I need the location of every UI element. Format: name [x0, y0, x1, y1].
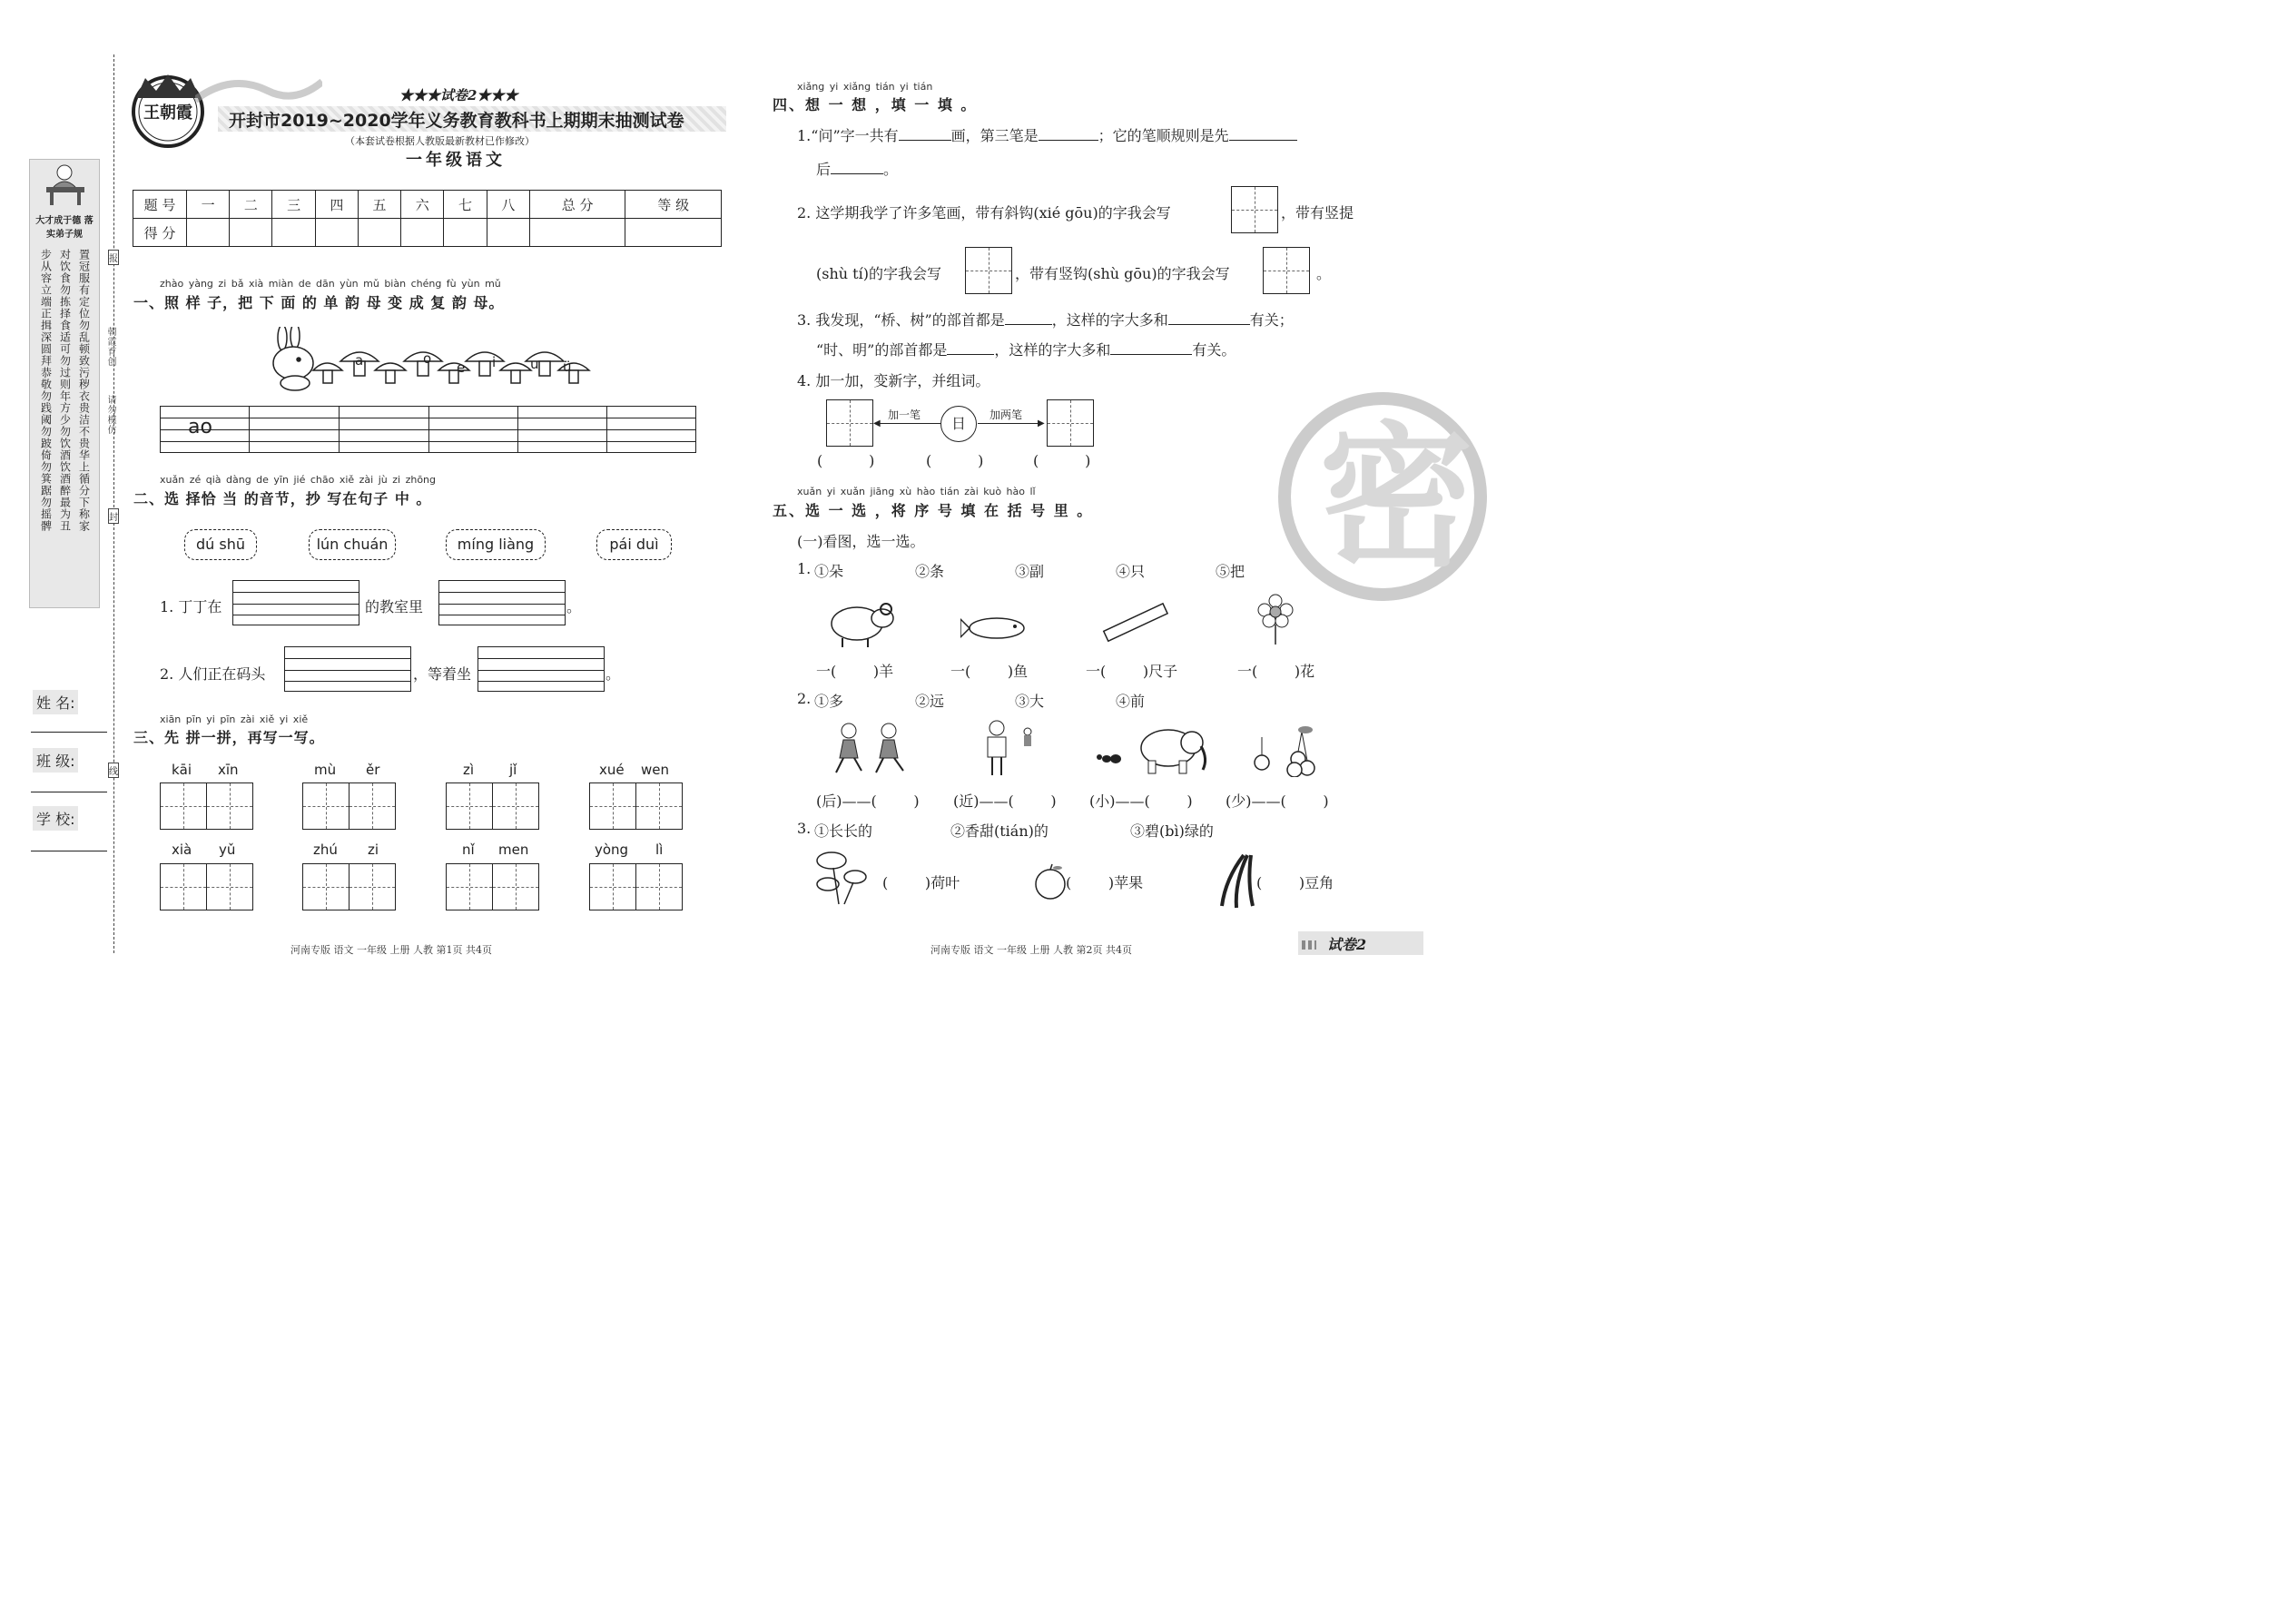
s2-q2-answer-2[interactable] — [478, 646, 605, 692]
s4-q3-blank1[interactable] — [1005, 310, 1052, 325]
class-field-label: 班 级: — [33, 748, 78, 773]
s4-q1-c: ；它的笔顺规则是先 — [1098, 127, 1229, 144]
writing-cell[interactable] — [589, 782, 636, 830]
scholar-illustration — [30, 160, 99, 214]
score-cell[interactable] — [230, 219, 272, 247]
s4-q3-b: ，这样的字大多和 — [1051, 311, 1168, 329]
seal-mark: 封 — [108, 508, 119, 524]
vowel-label: a — [355, 352, 364, 369]
arrow-head-left: ◀ — [873, 418, 881, 428]
pinyin-syllable: men — [498, 842, 529, 858]
s2-q2-prefix: 2. 人们正在码头 — [160, 665, 266, 683]
s5-q1-fill[interactable]: 一( )花 — [1237, 663, 1315, 680]
vowel-label: e — [457, 359, 466, 376]
s4-q1-line1 — [797, 124, 1297, 145]
word-paren[interactable]: ( ) — [817, 452, 875, 469]
score-cell[interactable] — [444, 219, 487, 247]
score-header-cell: 八 — [487, 191, 529, 219]
score-header-cell: 五 — [358, 191, 400, 219]
cherries-icon — [1251, 723, 1324, 777]
s5-q3-option: ③碧(bì)绿的 — [1130, 822, 1214, 840]
writing-cell[interactable] — [206, 863, 253, 910]
seal-mark: 报 — [108, 250, 119, 265]
s5-q2-fill[interactable]: (后)——( ) — [816, 792, 920, 810]
writing-cell[interactable] — [349, 863, 396, 910]
writing-cell[interactable] — [349, 782, 396, 830]
pinyin-syllable: mù — [314, 762, 337, 778]
word-paren[interactable]: ( ) — [1033, 452, 1091, 469]
s5-pinyin: xuǎn yi xuǎn jiāng xù hào tián zài kuò hào lǐ — [797, 486, 1036, 497]
s4-q3-a: 3. 我发现，“桥、树”的部首都是 — [797, 311, 1005, 329]
seal-mark: 线 — [108, 763, 119, 778]
score-cell[interactable] — [487, 219, 529, 247]
s2-q2-middle: ，等着坐 — [413, 665, 472, 683]
s4-q1-b: 画，第三笔是 — [950, 127, 1039, 144]
arrow-head-right: ▶ — [1038, 418, 1045, 428]
secret-watermark — [1278, 392, 1487, 601]
s4-q3-c: 有关； — [1249, 311, 1294, 329]
pinyin-syllable: yòng — [595, 842, 629, 858]
s1-pinyin: zhào yàng zi bǎ xià miàn de dān yùn mǔ biàn chéng fù yùn mǔ — [160, 278, 501, 290]
pinyin-syllable: zhú — [313, 842, 338, 858]
s4-q4: 4. 加一加，变新字，并组词。 — [797, 372, 990, 389]
s2-q1-prefix: 1. 丁丁在 — [160, 598, 222, 615]
writing-cell[interactable] — [446, 863, 493, 910]
s4-q1-e: 。 — [883, 161, 899, 178]
s4-q2-a: 2. 这学期我学了许多笔画，带有斜钩(xié gōu)的字我会写 — [797, 204, 1171, 221]
pinyin-syllable: zi — [368, 842, 379, 858]
score-header-cell: 七 — [444, 191, 487, 219]
sidebar-verses — [30, 249, 99, 612]
writing-cell[interactable] — [160, 863, 207, 910]
s5-q2-fill[interactable]: (少)——( ) — [1226, 792, 1329, 810]
word-paren[interactable]: ( ) — [926, 452, 984, 469]
exam-subject: 一年级语文 — [406, 151, 506, 170]
pinyin-syllable: nǐ — [462, 842, 475, 858]
footer-badge: 试卷2 — [1327, 936, 1367, 953]
school-field-label: 学 校: — [33, 806, 78, 831]
bean-pod-icon — [1216, 851, 1262, 910]
footer-left: 河南专版 语文 一年级 上册 人教 第1页 共4页 — [290, 944, 492, 956]
lotus-leaf-icon — [813, 848, 877, 906]
score-cell[interactable] — [272, 219, 315, 247]
s4-title: 四、想 一 想 ，填 一 填 。 — [773, 96, 978, 113]
option-dushu: dú shū — [184, 529, 257, 560]
exam-number: ★★★试卷2★★★ — [399, 87, 518, 103]
s2-q1-end: 。 — [566, 598, 582, 615]
option-paidui: pái duì — [596, 529, 672, 560]
s5-q2-option: ④前 — [1116, 693, 1146, 710]
s2-q1-answer-2[interactable] — [438, 580, 566, 625]
s4-q2-e: 。 — [1316, 265, 1332, 282]
plus-two-label: 加两笔 — [989, 408, 1023, 421]
s3-pinyin: xiān pīn yi pīn zài xiě yi xiě — [160, 714, 309, 725]
writing-cell[interactable] — [160, 782, 207, 830]
s4-q3-blank4[interactable] — [1110, 340, 1192, 355]
s5-q1-option: ①朵 — [814, 563, 844, 580]
score-table — [133, 190, 722, 247]
pinyin-syllable: jǐ — [509, 762, 517, 778]
s5-q3-fill[interactable]: ( )苹果 — [1066, 874, 1144, 891]
writing-cell[interactable] — [302, 782, 350, 830]
s5-q2-option: ②远 — [915, 693, 945, 710]
score-cell[interactable] — [401, 219, 444, 247]
s4-q1-d: 后 — [816, 161, 832, 178]
writing-cell[interactable] — [635, 782, 683, 830]
s5-q3-fill[interactable]: ( )豆角 — [1256, 874, 1334, 891]
score-cell[interactable] — [529, 219, 625, 247]
s5-q2-fill[interactable]: (近)——( ) — [953, 792, 1057, 810]
s5-q1-option: ⑤把 — [1216, 563, 1245, 580]
s5-q2-option: ①多 — [814, 693, 844, 710]
footer-right: 河南专版 语文 一年级 上册 人教 第2页 共4页 — [930, 944, 1132, 956]
s4-q3-d: “时、明”的部首都是 — [816, 341, 948, 359]
arrow-right — [978, 423, 1043, 424]
arrow-left — [875, 423, 940, 424]
s5-q1-fill[interactable]: 一( )尺子 — [1086, 663, 1178, 680]
binding-line — [113, 54, 114, 953]
writing-cell[interactable] — [1231, 186, 1278, 233]
s4-q3-f: 有关。 — [1192, 341, 1236, 359]
flower-icon — [1253, 592, 1298, 646]
pinyin-syllable: kāi — [172, 762, 192, 778]
s4-q3-line2 — [816, 339, 1236, 359]
sidebar-verse-col: 步从容立端正揖深圆拜恭敬勿践阈勿跛倚勿箕踞勿摇髀 — [39, 249, 53, 532]
s4-q3-blank2[interactable] — [1168, 310, 1250, 325]
pinyin-syllable: xīn — [218, 762, 239, 778]
sidebar-panel — [29, 159, 100, 608]
score-row-label: 得 分 — [133, 219, 187, 247]
pinyin-syllable: yǔ — [219, 842, 236, 858]
s2-q1-answer-1[interactable] — [232, 580, 359, 625]
vowel-label: ü — [563, 359, 572, 375]
s2-pinyin: xuǎn zé qià dàng de yīn jié chāo xiě zài jù zi zhōng — [160, 474, 437, 486]
s1-answer-cell[interactable] — [428, 406, 517, 453]
s4-q3-line1 — [797, 309, 1294, 330]
s5-q1-option: ④只 — [1116, 563, 1146, 580]
score-header-row — [133, 191, 722, 219]
s5-q2-label: 2. — [797, 690, 812, 707]
pinyin-syllable: xià — [172, 842, 192, 858]
footer-badge-squares — [1302, 940, 1316, 950]
score-header-cell: 等 级 — [625, 191, 722, 219]
s1-answer-cell[interactable] — [517, 406, 605, 453]
fish-icon — [960, 610, 1033, 646]
plus-one-label: 加一笔 — [888, 408, 921, 421]
exam-title: 开封市2019~2020学年义务教育教科书上期期末抽测试卷 — [229, 111, 684, 131]
option-mingliang: míng liàng — [446, 529, 546, 560]
s1-title: 一、照 样 子，把 下 面 的 单 韵 母 变 成 复 韵 母。 — [133, 294, 505, 311]
s5-subheading: (一)看图，选一选。 — [797, 533, 925, 550]
s5-q1-fill[interactable]: 一( )羊 — [816, 663, 894, 680]
writing-cell[interactable] — [826, 399, 873, 447]
score-header-cell: 三 — [272, 191, 315, 219]
s5-q1-option: ②条 — [915, 563, 945, 580]
pinyin-syllable: zì — [463, 762, 475, 778]
writing-cell[interactable] — [492, 782, 539, 830]
seal-mark-vertical: 朝霞育创 — [105, 327, 115, 367]
vowel-label: u — [530, 356, 539, 372]
logo-text: 王朝霞 — [143, 103, 192, 123]
s4-q1-blank3[interactable] — [1229, 126, 1297, 141]
writing-cell[interactable] — [446, 782, 493, 830]
s2-q2-answer-1[interactable] — [284, 646, 411, 692]
pinyin-syllable: lì — [655, 842, 664, 858]
s2-q1-middle: 的教室里 — [365, 598, 424, 615]
pinyin-syllable: ěr — [366, 762, 380, 778]
center-char-circle: 日 — [940, 406, 977, 442]
writing-cell[interactable] — [589, 863, 636, 910]
score-cell[interactable] — [625, 219, 722, 247]
pinyin-syllable: wen — [641, 762, 670, 778]
score-header-cell: 四 — [315, 191, 358, 219]
s4-q3-e: ，这样的字大多和 — [994, 341, 1111, 359]
s5-q1-fill[interactable]: 一( )鱼 — [950, 663, 1029, 680]
name-field-label: 姓 名: — [33, 690, 78, 714]
rabbit-icon — [273, 327, 313, 390]
s4-pinyin: xiǎng yi xiǎng tián yi tián — [797, 81, 933, 93]
score-header-cell: 六 — [401, 191, 444, 219]
s5-q2-option: ③大 — [1015, 693, 1045, 710]
s4-q2-b: ，带有竖提 — [1281, 204, 1354, 221]
s1-answer-cell[interactable] — [249, 406, 338, 453]
s2-title: 二、选 择恰 当 的音节，抄 写在句子 中 。 — [133, 490, 432, 507]
ant-elephant-icon — [1094, 723, 1212, 777]
writing-cell[interactable] — [635, 863, 683, 910]
score-header-cell: 二 — [230, 191, 272, 219]
sidebar-verse-col: 对饮食勿拣择食适可勿过则年方少勿饮酒饮酒醉最为丑 — [58, 249, 72, 532]
writing-cell[interactable] — [492, 863, 539, 910]
s5-q3-option: ②香甜(tián)的 — [950, 822, 1049, 840]
s4-q1-blank2[interactable] — [1039, 126, 1098, 141]
vowel-label: o — [423, 350, 432, 367]
s4-q3-blank3[interactable] — [947, 340, 994, 355]
s3-title: 三、先 拼一拼，再写一写。 — [133, 729, 325, 746]
running-kids-icon — [831, 722, 912, 776]
score-header-cell: 题 号 — [133, 191, 187, 219]
seal-mark-vertical: 请勿模仿 — [105, 395, 115, 435]
writing-cell[interactable] — [1047, 399, 1094, 447]
option-lunchuan: lún chuán — [309, 529, 396, 560]
score-header-cell: 总 分 — [529, 191, 625, 219]
writing-cell[interactable] — [206, 782, 253, 830]
s5-q2-fill[interactable]: (小)——( ) — [1089, 792, 1193, 810]
score-cell[interactable] — [315, 219, 358, 247]
sidebar-motto: 大才成于德 落实弟子规 — [35, 216, 94, 240]
sidebar-verse-col: 置冠服有定位勿乱顿致污秽衣贵洁不贵华上循分下称家 — [77, 249, 91, 532]
near-far-person-icon — [982, 719, 1037, 777]
s2-q2-end: 。 — [605, 665, 621, 683]
score-header-cell: 一 — [187, 191, 230, 219]
s5-q3-fill[interactable]: ( )荷叶 — [882, 874, 960, 891]
s1-answer-cell[interactable] — [606, 406, 695, 453]
vowel-label: i — [492, 354, 497, 370]
s4-q2-c: (shù tí)的字我会写 — [816, 265, 941, 282]
exam-note: （本套试卷根据人教版最新教材已作修改） — [345, 135, 535, 147]
s1-answer-cell[interactable] — [339, 406, 428, 453]
score-cell[interactable] — [187, 219, 230, 247]
name-field[interactable] — [31, 732, 107, 733]
score-cell[interactable] — [358, 219, 400, 247]
s4-q1-line2 — [816, 158, 898, 179]
writing-cell[interactable] — [1263, 247, 1310, 294]
s1-example: ao — [188, 416, 212, 438]
s5-q1-option: ③副 — [1015, 563, 1045, 580]
apple-icon — [1032, 862, 1068, 901]
s4-q2-d: ，带有竖钩(shù gōu)的字我会写 — [1015, 265, 1230, 282]
writing-cell[interactable] — [302, 863, 350, 910]
s4-q1-blank1[interactable] — [899, 126, 951, 141]
s4-q1-a: 1.“问”字一共有 — [797, 127, 899, 144]
sheep-icon — [824, 595, 897, 649]
s5-title: 五、选 一 选 ，将 序 号 填 在 括 号 里 。 — [773, 502, 1094, 519]
watermark-char: 密 — [1318, 407, 1474, 588]
pinyin-syllable: xué — [599, 762, 625, 778]
writing-cell[interactable] — [965, 247, 1012, 294]
s5-q1-label: 1. — [797, 560, 812, 577]
score-row — [133, 219, 722, 247]
ruler-icon — [1098, 601, 1171, 646]
s4-q1-blank4[interactable] — [831, 160, 883, 174]
s5-q3-option: ①长长的 — [814, 822, 873, 840]
s5-q3-label: 3. — [797, 820, 812, 837]
